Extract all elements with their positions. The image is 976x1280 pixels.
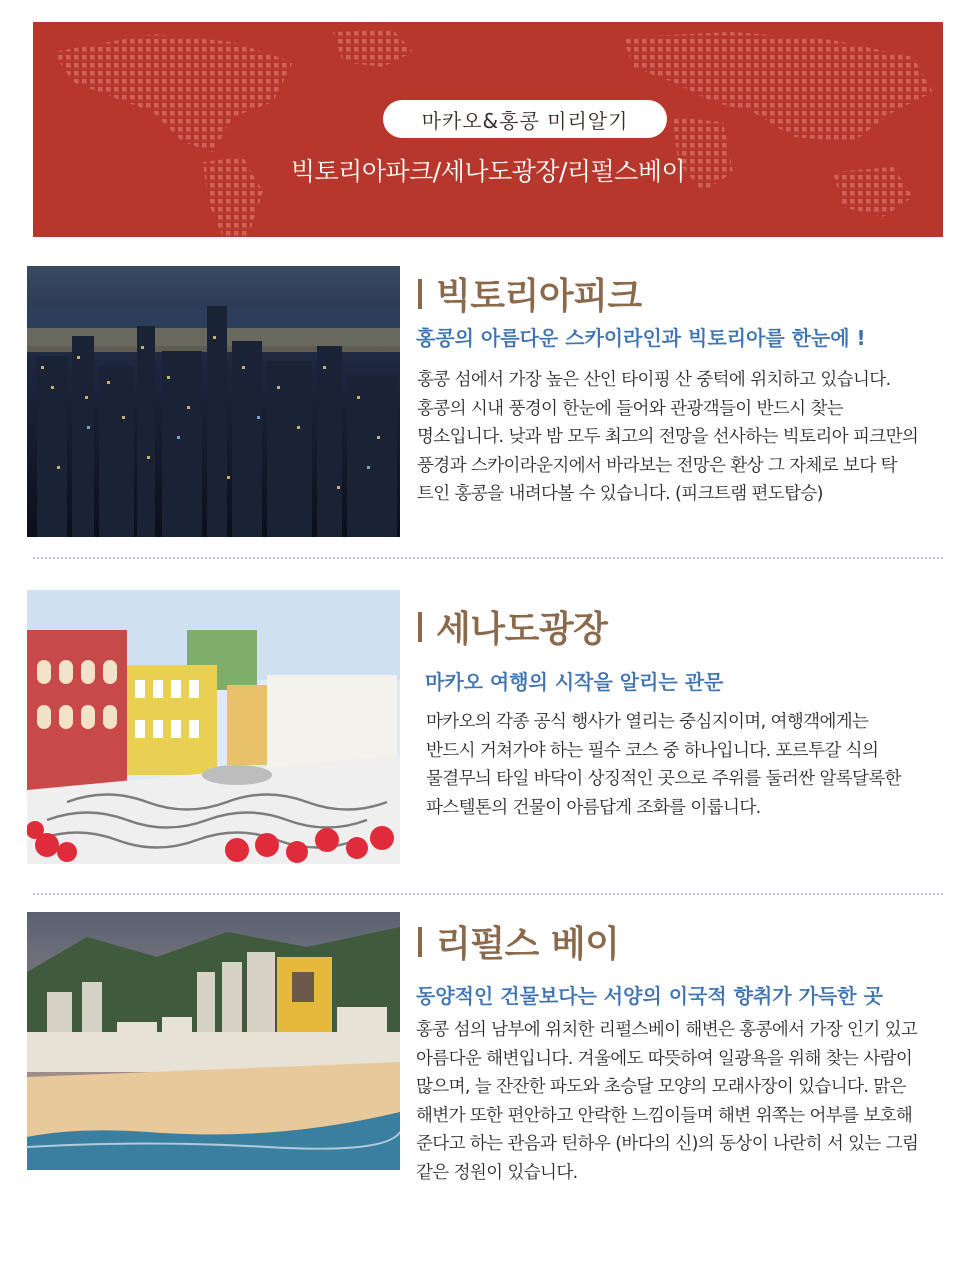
header-pill: [383, 100, 667, 138]
title-bar: [418, 612, 422, 642]
header-subtitle: 빅토리아파크/세나도광장/리펄스베이: [290, 157, 686, 186]
body-line: 홍콩의 시내 풍경이 한눈에 들어와 관광객들이 반드시 찾는: [417, 398, 844, 419]
section-body: [416, 1016, 918, 1188]
section-tagline: 동양적인 건물보다는 서양의 이국적 향취가 가득한 곳: [416, 984, 883, 1008]
section-title-text: 빅토리아피크: [436, 276, 642, 317]
body-line: 마카오의 각종 공식 행사가 열리는 중심지이며, 여행객에게는: [426, 712, 869, 732]
title-bar: [418, 927, 422, 957]
body-line: 해변가 또한 편안하고 안락한 느낌이들며 해변 위쪽는 어부를 보호해: [416, 1105, 913, 1126]
body-line: 아름다운 해변입니다. 겨울에도 따뜻하여 일광욕을 위해 찾는 사람이: [416, 1048, 913, 1069]
section-tagline: 홍콩의 아름다운 스카이라인과 빅토리아를 한눈에 !: [416, 326, 866, 350]
section-title-text: 세나도광장: [436, 609, 608, 650]
body-line: 같은 정원이 있습니다.: [416, 1162, 578, 1183]
section-tagline: 마카오 여행의 시작을 알리는 관문: [425, 670, 724, 694]
body-line: 준다고 하는 관음과 틴하우 (바다의 신)의 동상이 나란히 서 있는 그림: [416, 1134, 919, 1155]
header-pill-label: 마카오&홍콩 미리알기: [421, 108, 629, 133]
body-line: 홍콩 섬에서 가장 높은 산인 타이핑 산 중턱에 위치하고 있습니다.: [417, 370, 891, 390]
body-line: 명소입니다. 낮과 밤 모두 최고의 전망을 선사하는 빅토리아 피크만의: [417, 427, 919, 448]
body-line: 파스텔톤의 건물이 아름답게 조화를 이룹니다.: [426, 797, 761, 818]
section-body: [417, 366, 918, 509]
title-bar: [418, 279, 422, 309]
section-title-senado-square: [418, 601, 607, 652]
section-title-text: 리펄스 베이: [436, 924, 620, 965]
night-city-skyline-photo: [27, 266, 400, 537]
beach-bay-photo: [27, 912, 400, 1170]
body-line: 트인 홍콩을 내려다볼 수 있습니다. (피크트램 편도탑승): [417, 484, 823, 505]
section-body: [426, 708, 901, 822]
header-banner: [33, 22, 943, 237]
body-line: 물결무늬 타일 바닥이 상징적인 곳으로 주위를 둘러싼 알록달록한: [426, 769, 901, 790]
body-line: 풍경과 스카이라운지에서 바라보는 전망은 환상 그 자체로 보다 탁: [417, 455, 897, 476]
section-title-repulse-bay: [418, 916, 619, 967]
body-line: 홍콩 섬의 남부에 위치한 리펄스베이 해변은 홍콩에서 가장 인기 있고: [416, 1020, 918, 1040]
body-line: 많으며, 늘 잔잔한 파도와 초승달 모양의 모래사장이 있습니다. 맑은: [416, 1077, 906, 1098]
plaza-colonial-buildings-photo: [27, 590, 400, 864]
section-divider: [33, 557, 943, 559]
body-line: 반드시 거쳐가야 하는 필수 코스 중 하나입니다. 포르투갈 식의: [426, 740, 879, 761]
section-title-victoria-peak: [418, 268, 642, 319]
section-divider: [33, 893, 943, 895]
